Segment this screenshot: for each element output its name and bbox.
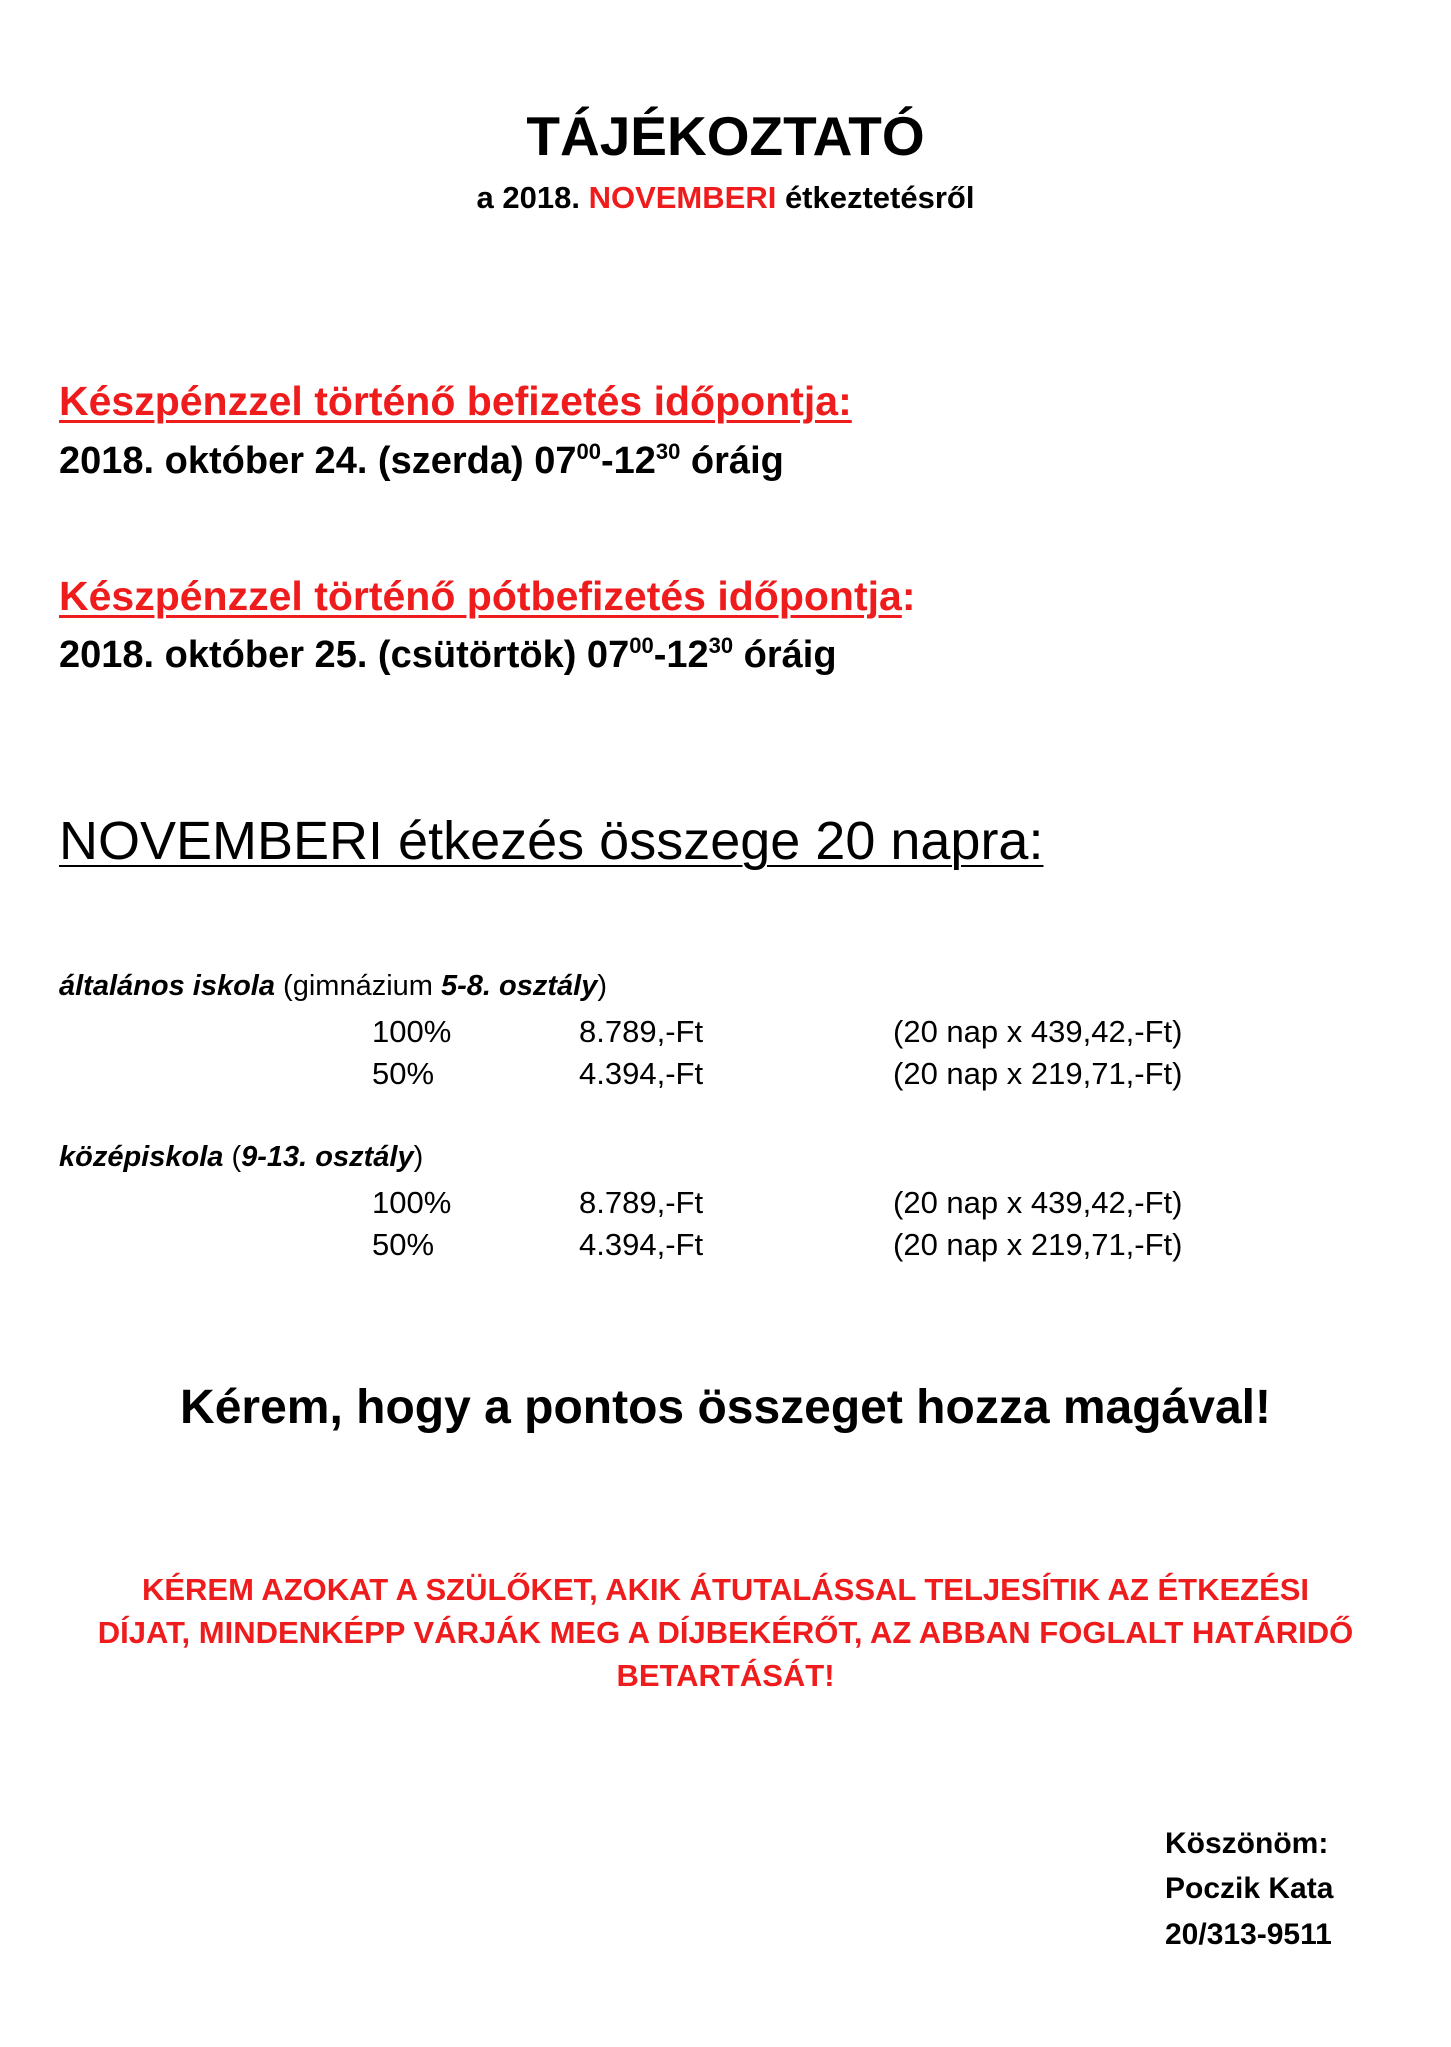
group-label-end: ): [597, 970, 608, 1002]
table-cell-percent: 100%: [372, 1185, 452, 1220]
extra-payment-end-hour: -12: [653, 634, 709, 676]
payment-end-hour: -12: [600, 440, 656, 482]
table-cell-calculation: (20 nap x 219,71,-Ft): [893, 1227, 1183, 1262]
reminder-text: Kérem, hogy a pontos összeget hozza magával!: [180, 1381, 1271, 1434]
payment-end-minutes: 30: [655, 439, 681, 464]
signature-phone: 20/313-9511: [1165, 1918, 1332, 1951]
table-cell-percent: 100%: [372, 1014, 452, 1049]
extra-payment-date-text: 2018. október 25. (csütörtök) 07: [59, 634, 630, 676]
table-cell-percent: 50%: [372, 1056, 435, 1091]
table-cell-calculation: (20 nap x 439,42,-Ft): [893, 1185, 1183, 1220]
payment-date-suffix: óráig: [680, 440, 784, 482]
table-cell-amount: 4.394,-Ft: [579, 1227, 704, 1262]
table-cell-calculation: (20 nap x 439,42,-Ft): [893, 1014, 1183, 1049]
extra-payment-heading-colon: :: [901, 573, 916, 619]
extra-payment-heading: [59, 573, 915, 620]
group-label-end: ): [413, 1141, 424, 1173]
notice-line: KÉREM AZOKAT A SZÜLŐKET, AKIK ÁTUTALÁSSAL TELJESÍTIK AZ ÉTKEZÉSI: [141, 1572, 1310, 1607]
group-label-secondary: [59, 1141, 423, 1174]
signature-name: Poczik Kata: [1165, 1872, 1334, 1905]
table-cell-percent: 50%: [372, 1227, 435, 1262]
notice-line: DÍJAT, MINDENKÉPP VÁRJÁK MEG A DÍJBEKÉRŐT, AZ ABBAN FOGLALT HATÁRIDŐ: [97, 1615, 1354, 1650]
table-cell-amount: 8.789,-Ft: [579, 1185, 704, 1220]
table-cell-calculation: (20 nap x 219,71,-Ft): [893, 1056, 1183, 1091]
sum-heading: NOVEMBERI étkezés összege 20 napra:: [59, 811, 1044, 871]
table-cell-amount: 4.394,-Ft: [579, 1056, 704, 1091]
extra-payment-date-suffix: óráig: [733, 634, 837, 676]
group-label-mid: (gimnázium: [275, 970, 441, 1002]
transfer-notice: [0, 1568, 1451, 1697]
group-grades: 9-13. osztály: [241, 1141, 414, 1173]
document-title: TÁJÉKOZTATÓ: [526, 105, 925, 167]
extra-payment-heading-text: Készpénzzel történő pótbefizetés időpontja: [59, 573, 902, 619]
payment-date-text: 2018. október 24. (szerda) 07: [59, 440, 577, 482]
signature-thanks: Köszönöm:: [1165, 1827, 1329, 1860]
group-label-mid: (: [223, 1141, 242, 1173]
extra-payment-end-minutes: 30: [708, 633, 734, 658]
group-name: középiskola: [59, 1141, 224, 1173]
subtitle-suffix: étkeztetésről: [776, 180, 975, 215]
payment-date: [59, 440, 784, 483]
payment-heading: [59, 378, 852, 425]
table-cell-amount: 8.789,-Ft: [579, 1014, 704, 1049]
notice-line: BETARTÁSÁT!: [616, 1658, 835, 1693]
document-subtitle: [0, 180, 1451, 216]
group-grades: 5-8. osztály: [441, 970, 598, 1002]
extra-payment-date: [59, 634, 837, 677]
subtitle-prefix: a 2018.: [476, 180, 589, 215]
payment-start-minutes: 00: [576, 439, 601, 464]
group-label-primary: [59, 970, 607, 1003]
group-name: általános iskola: [59, 970, 275, 1002]
payment-heading-text: Készpénzzel történő befizetés időpontja:: [59, 378, 852, 424]
extra-payment-start-minutes: 00: [629, 633, 654, 658]
subtitle-month: NOVEMBERI: [588, 180, 777, 215]
